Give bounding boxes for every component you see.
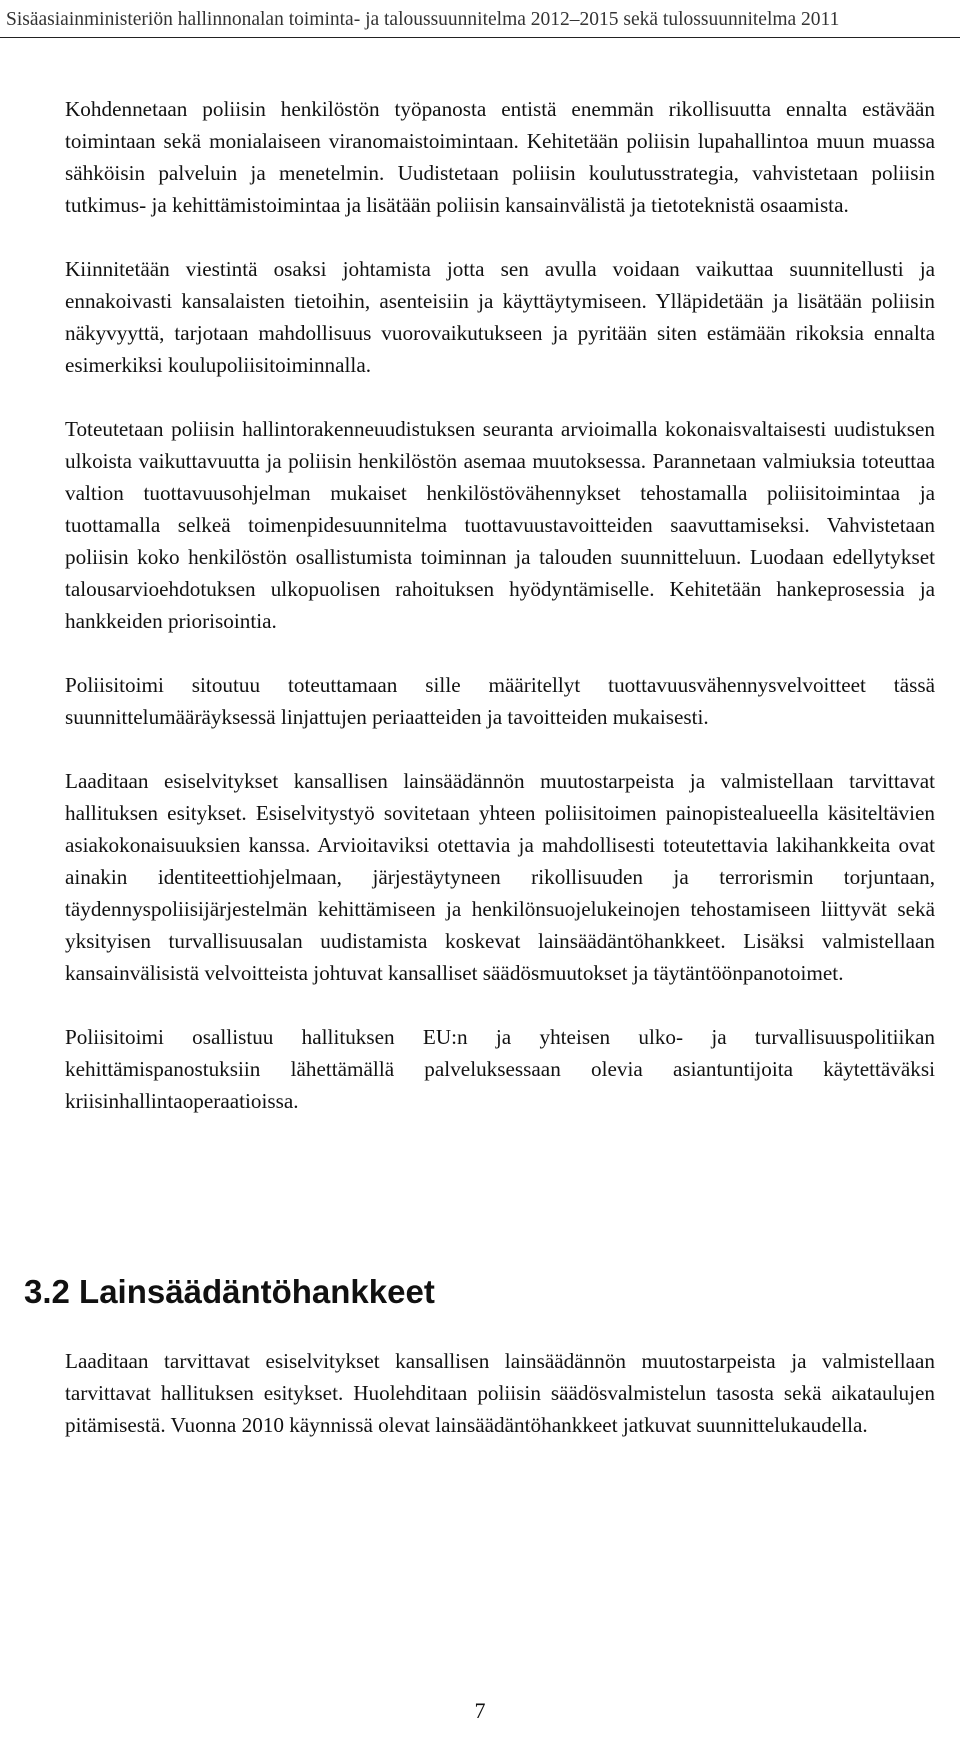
- paragraph-4: Poliisitoimi sitoutuu toteuttamaan sille määritellyt tuottavuusvähennysvelvoitteet tässä suunnittelumääräyksessä linjattujen periaatteiden ja tavoitteiden mukaisesti.: [65, 673, 935, 729]
- section-heading: 3.2 Lainsäädäntöhankkeet: [24, 1273, 435, 1310]
- paragraph-5: Laaditaan esiselvitykset kansallisen lainsäädännön muutostarpeista ja valmistellaan tarvittavat hallituksen esitykset. Esiselvitystyö sovitetaan yhteen poliisitoimen painopistealueella käsiteltävien asiakokonaisuuksien kanssa. Arvioitaviksi otettavia ja mahdollisesti toteutettavia lakihankkeita ovat ainakin identiteettiohjelmaan, järjestäytyneen rikollisuuden ja terrorismin torjuntaan, täydennyspoliisijärjestelmän kehittämiseen ja henkilönsuojelukeinojen tehostamiseen liittyvät sekä yksityisen turvallisuusalan uudistamista koskevat lainsäädäntöhankkeet. Lisäksi valmistellaan kansainvälisistä velvoitteista johtuvat kansalliset säädösmuutokset ja täytäntöönpanotoimet.: [65, 769, 935, 985]
- running-header-title: Sisäasiainministeriön hallinnonalan toiminta- ja taloussuunnitelma 2012–2015 sekä tulossuunnitelma 2011: [6, 9, 840, 30]
- main-text: [65, 93, 935, 1117]
- running-header: [0, 8, 960, 38]
- page-number: 7: [474, 1698, 486, 1723]
- paragraph-6: Poliisitoimi osallistuu hallituksen EU:n ja yhteisen ulko- ja turvallisuuspolitiikan kehittämispanostuksiin lähettämällä palveluksessaan olevia asiantuntijoita käytettäväksi kriisinhallintaoperaatioissa.: [65, 1025, 935, 1113]
- section-text: [65, 1345, 935, 1441]
- paragraph-2: Kiinnitetään viestintä osaksi johtamista jotta sen avulla voidaan vaikuttaa suunnitellusti ja ennakoivasti kansalaisten tietoihin, asenteisiin ja käyttäytymiseen. Ylläpidetään ja lisätään poliisin näkyvyyttä, tarjotaan mahdollisuus vuorovaikutukseen ja pyritään siten estämään rikoksia ennalta esimerkiksi koulupoliisitoiminnalla.: [65, 257, 935, 377]
- paragraph-3: Toteutetaan poliisin hallintorakenneuudistuksen seuranta arvioimalla kokonaisvaltaisesti uudistuksen ulkoista vaikuttavuutta ja poliisin henkilöstön asemaa muutoksessa. Parannetaan valmiuksia toteuttaa valtion tuottavuusohjelman mukaiset henkilöstövähennykset tehostamalla poliisitoimintaa ja tuottamalla selkeä toimenpidesuunnitelma tuottavuustavoitteiden saavuttamiseksi. Vahvistetaan poliisin koko henkilöstön osallistumista toiminnan ja talouden suunnitteluun. Luodaan edellytykset talousarvioehdotuksen ulkopuolisen rahoituksen hyödyntämiselle. Kehitetään hankeprosessia ja hankkeiden priorisointia.: [65, 417, 935, 633]
- section-paragraph: Laaditaan tarvittavat esiselvitykset kansallisen lainsäädännön muutostarpeista ja valmistellaan tarvittavat hallituksen esitykset. Huolehditaan poliisin säädösvalmistelun tasosta sekä aikataulujen pitämisestä. Vuonna 2010 käynnissä olevat lainsäädäntöhankkeet jatkuvat suunnittelukaudella.: [65, 1349, 935, 1437]
- paragraph-1: Kohdennetaan poliisin henkilöstön työpanosta entistä enemmän rikollisuutta ennalta estävään toimintaan sekä monialaiseen viranomaistoimintaan. Kehitetään poliisin lupahallintoa muun muassa sähköisin palveluin ja menetelmin. Uudistetaan poliisin koulutusstrategia, vahvistetaan poliisin tutkimus- ja kehittämistoimintaa ja lisätään poliisin kansainvälistä ja tietoteknistä osaamista.: [65, 97, 935, 217]
